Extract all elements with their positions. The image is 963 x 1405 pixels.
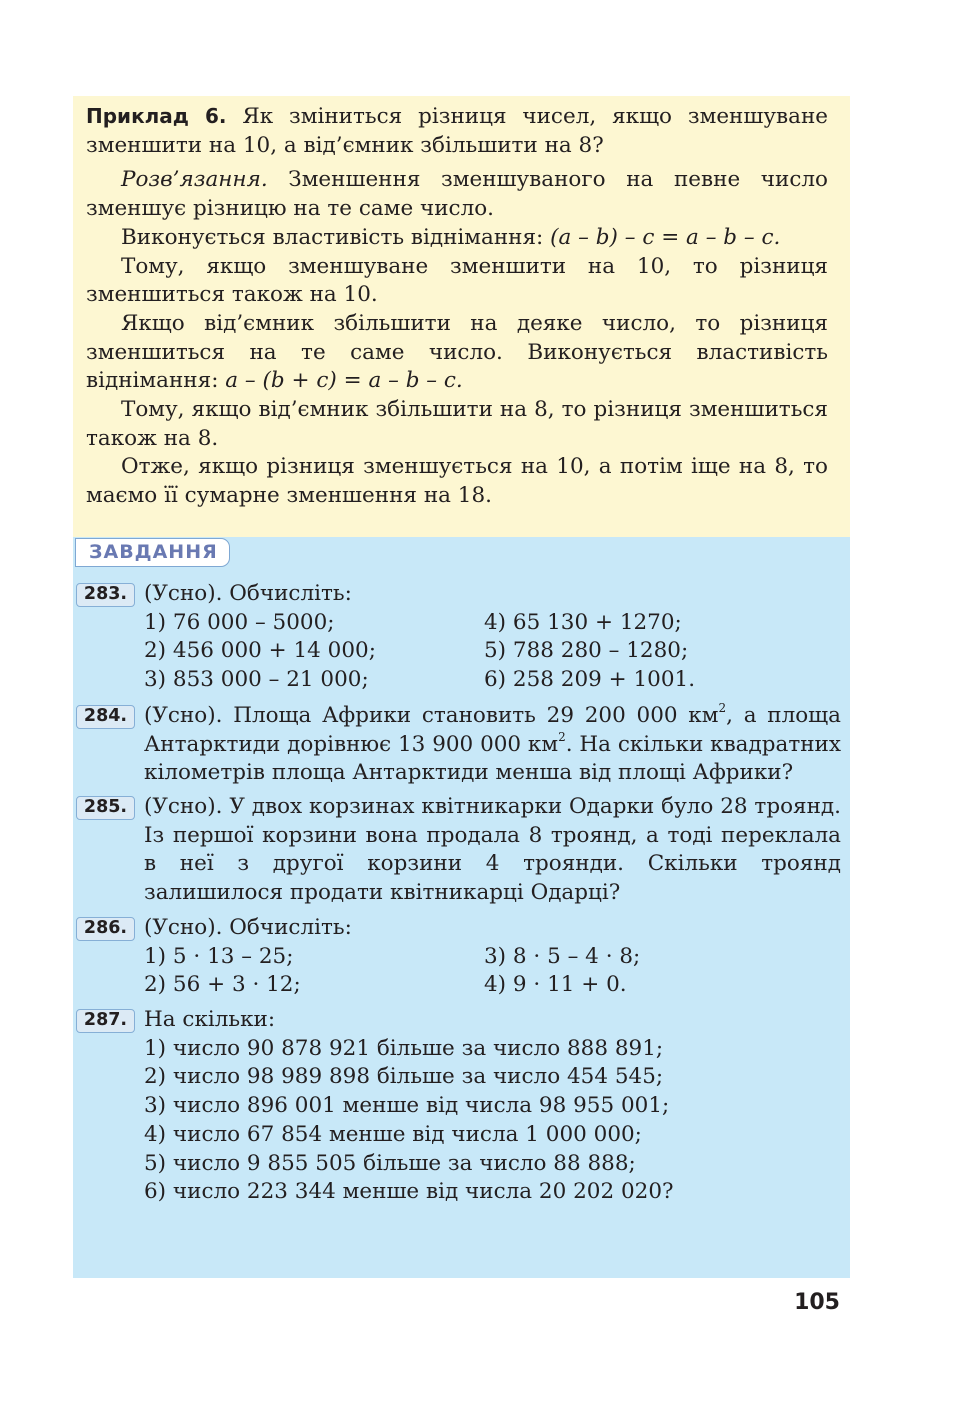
example-label: Приклад 6. xyxy=(86,104,227,128)
task-columns xyxy=(144,609,850,695)
task-number: 284. xyxy=(76,705,135,729)
solution-label: Розв’язання. xyxy=(121,167,268,193)
task-text: (Усно). Площа Африки становить 29 200 000 $км^2$, а площа Антарктиди дорівнює 13 900 000 $км^2$. На скільки квадратних кілометрів площа Антарктиди менша від площі Африки? xyxy=(144,700,841,786)
solution-paragraph: Розв’язання. Зменшення зменшуваного на певне число зменшує різницю на те саме число. xyxy=(86,167,828,222)
task-283 xyxy=(73,580,850,695)
task-item: 2) 456 000 + 14 000; xyxy=(144,638,376,664)
formula: a – (b + c) = a – b – c. xyxy=(225,368,463,394)
task-intro: (Усно). Обчисліть: xyxy=(144,581,352,606)
task-287 xyxy=(73,1006,850,1207)
task-columns xyxy=(144,943,850,1000)
page-number: 105 xyxy=(794,1290,840,1315)
task-number: 287. xyxy=(76,1009,135,1033)
task-item: 1) 5 · 13 – 25; xyxy=(144,943,294,969)
task-item: 5) 788 280 – 1280; xyxy=(484,638,689,664)
task-column xyxy=(484,943,824,1000)
solution-paragraph: Якщо від’ємник збільшити на деяке число, то різниця зменшиться на те саме число. Виконується властивість віднімання: a – (b + c) = a – b – c. xyxy=(86,310,828,394)
task-number: 285. xyxy=(76,796,135,820)
task-column xyxy=(144,943,484,1000)
task-text: (Усно). У двох корзинах квітникарки Одарки було 28 троянд. Із першої корзини вона продала 8 троянд, а тоді переклала в неї з другої корзини 4 троянди. Скільки троянд залишилося продати квітникарці Одарці? xyxy=(144,794,841,906)
task-item: 3) число 896 001 менше від числа 98 955 001; xyxy=(144,1093,670,1119)
task-286 xyxy=(73,914,850,1000)
task-item: 6) 258 209 + 1001. xyxy=(484,667,696,693)
task-item: 1) 76 000 – 5000; xyxy=(144,609,335,635)
task-285 xyxy=(73,793,850,908)
example-question: Приклад 6. Як зміниться різниця чисел, якщо зменшуване зменшити на 10, а від’ємник збільшити на 8? xyxy=(86,104,828,158)
tasks-section xyxy=(73,537,850,1278)
task-items xyxy=(144,1035,850,1207)
solution-paragraph: Отже, якщо різниця зменшується на 10, а потім іще на 8, то маємо її сумарне зменшення на 18. xyxy=(86,454,828,509)
task-number: 286. xyxy=(76,917,135,941)
task-item: 4) число 67 854 менше від числа 1 000 000; xyxy=(144,1121,642,1147)
task-intro: (Усно). Обчисліть: xyxy=(144,915,352,940)
task-item: 3) 8 · 5 – 4 · 8; xyxy=(484,943,641,969)
task-284 xyxy=(73,702,850,788)
task-item: 1) число 90 878 921 більше за число 888 891; xyxy=(144,1035,664,1061)
task-item: 5) число 9 855 505 більше за число 88 888; xyxy=(144,1150,636,1176)
task-item: 2) 56 + 3 · 12; xyxy=(144,972,301,998)
solution-paragraph: Тому, якщо від’ємник збільшити на 8, то різниця зменшиться також на 8. xyxy=(86,397,828,451)
solution-paragraph: Тому, якщо зменшуване зменшити на 10, то різниця зменшиться також на 10. xyxy=(86,253,828,308)
task-number: 283. xyxy=(76,583,135,607)
task-intro: На скільки: xyxy=(144,1007,276,1032)
section-tag: ЗАВДАННЯ xyxy=(75,538,230,567)
formula: (a – b) – c = a – b – c. xyxy=(550,224,781,250)
task-item: 2) число 98 989 898 більше за число 454 545; xyxy=(144,1064,664,1090)
task-item: 6) число 223 344 менше від числа 20 202 020? xyxy=(144,1179,674,1205)
example-box xyxy=(73,96,850,537)
task-item: 4) 65 130 + 1270; xyxy=(484,609,682,635)
task-column xyxy=(484,609,824,695)
task-item: 4) 9 · 11 + 0. xyxy=(484,972,627,998)
solution-paragraph: Виконується властивість віднімання: (a – b) – c = a – b – c. xyxy=(121,224,781,250)
task-item: 3) 853 000 – 21 000; xyxy=(144,667,369,693)
task-column xyxy=(144,609,484,695)
